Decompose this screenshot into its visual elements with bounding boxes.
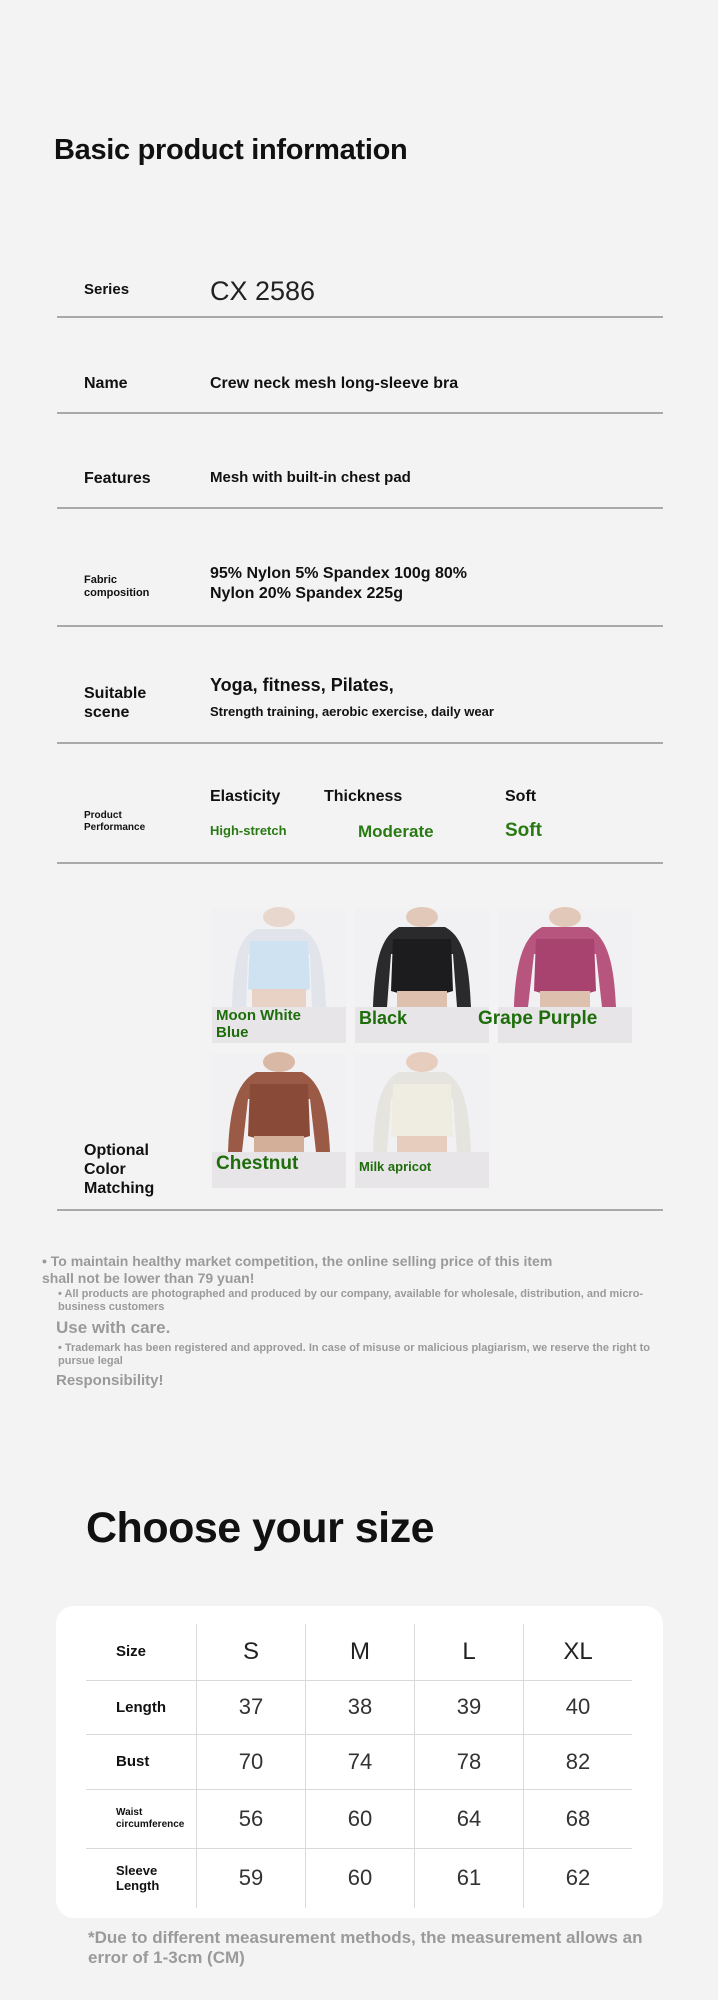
divider xyxy=(57,862,663,864)
scene-value-sub: Strength training, aerobic exercise, daily wear xyxy=(210,704,494,719)
color-label xyxy=(84,1141,154,1198)
color-label-line1: Optional xyxy=(84,1142,149,1159)
performance-label-line2: Performance xyxy=(84,822,146,833)
fabric-label xyxy=(84,574,149,600)
divider xyxy=(57,316,663,318)
size-header-l: L xyxy=(415,1624,524,1680)
row-label-waist-line1: Waist xyxy=(116,1806,143,1818)
color-name: Grape Purple xyxy=(478,1008,598,1029)
color-swatch-grape-purple[interactable] xyxy=(478,909,632,1043)
series-label: Series xyxy=(84,281,130,298)
cell: 62 xyxy=(565,1865,591,1891)
fabric-label-line2: composition xyxy=(84,587,150,599)
divider xyxy=(57,742,663,744)
section-title-size: Choose your size xyxy=(86,1504,435,1552)
row-label-waist xyxy=(86,1789,197,1848)
product-photo-milk-apricot xyxy=(355,1054,489,1152)
scene-label-line1: Suitable xyxy=(84,685,147,702)
table-row xyxy=(86,1734,632,1789)
cell: 40 xyxy=(524,1680,633,1734)
cell: 56 xyxy=(197,1789,306,1848)
table-row xyxy=(86,1789,632,1848)
note-price-line1: • To maintain healthy market competition, the online selling price of this item xyxy=(42,1253,553,1269)
performance-head-soft: Soft xyxy=(505,788,537,805)
note-trademark: • Trademark has been registered and approved. In case of misuse or malicious plagiarism, we reserve the right to pursue legal xyxy=(58,1342,650,1367)
cell: 82 xyxy=(524,1734,633,1789)
cell: 37 xyxy=(197,1680,306,1734)
features-value: Mesh with built-in chest pad xyxy=(210,469,411,486)
row-label-bust: Bust xyxy=(86,1734,197,1789)
performance-value-soft: Soft xyxy=(505,820,542,841)
size-chart-table xyxy=(86,1624,632,1908)
name-value: Crew neck mesh long-sleeve bra xyxy=(210,375,459,392)
row-label-waist-line2: circumference xyxy=(116,1818,185,1830)
cell: 70 xyxy=(197,1734,306,1789)
table-row xyxy=(86,1848,632,1908)
color-label-line3: Matching xyxy=(84,1180,155,1197)
product-photo-moon-white-blue xyxy=(212,909,346,1007)
section-title-basic-info: Basic product information xyxy=(54,134,408,166)
row-label-length: Length xyxy=(86,1680,197,1734)
note-use-with-care: Use with care. xyxy=(56,1318,171,1337)
color-name: Milk apricot xyxy=(359,1159,432,1174)
size-header-label: Size xyxy=(86,1624,197,1680)
cell: 60 xyxy=(306,1789,415,1848)
performance-head-elasticity: Elasticity xyxy=(210,788,281,805)
fabric-value-line2: Nylon 20% Spandex 225g xyxy=(210,585,403,602)
cell: 74 xyxy=(306,1734,415,1789)
name-label: Name xyxy=(84,375,128,392)
performance-head-thickness: Thickness xyxy=(324,788,403,805)
product-photo-black xyxy=(355,909,489,1007)
scene-value-main: Yoga, fitness, Pilates, xyxy=(210,675,394,695)
series-value: CX 2586 xyxy=(210,276,316,306)
product-photo-grape-purple xyxy=(498,909,632,1007)
size-chart-card xyxy=(56,1606,663,1918)
row-label-sleeve-line1: Sleeve xyxy=(116,1863,158,1879)
performance-label xyxy=(84,810,145,834)
cell: 61 xyxy=(415,1848,524,1908)
color-swatch-chestnut[interactable] xyxy=(212,1054,346,1188)
size-footnote: *Due to different measurement methods, the measurement allows an error of 1-3cm (CM) xyxy=(88,1928,643,1967)
cell: 68 xyxy=(524,1789,633,1848)
color-name: Black xyxy=(359,1008,408,1028)
note-wholesale: • All products are photographed and produced by our company, available for wholesale, distribution, and micro-business customers xyxy=(58,1288,644,1313)
note-price xyxy=(42,1253,682,1287)
performance-label-line1: Product xyxy=(84,810,122,821)
color-name: Moon White Blue xyxy=(216,1007,301,1041)
divider xyxy=(57,1209,663,1211)
fabric-value xyxy=(210,564,467,604)
table-row xyxy=(86,1680,632,1734)
performance-value-thickness: Moderate xyxy=(358,822,434,841)
fabric-value-line1: 95% Nylon 5% Spandex 100g 80% xyxy=(210,565,467,582)
cell: 78 xyxy=(415,1734,524,1789)
note-responsibility: Responsibility! xyxy=(56,1372,164,1389)
size-header-s: S xyxy=(197,1624,306,1680)
color-swatch-moon-white-blue[interactable] xyxy=(212,909,346,1043)
performance-value-elasticity: High-stretch xyxy=(210,823,287,838)
note-price-line2: shall not be lower than 79 yuan! xyxy=(42,1270,255,1286)
size-header-row xyxy=(86,1624,632,1680)
scene-label-line2: scene xyxy=(84,704,130,721)
fabric-label-line1: Fabric xyxy=(84,574,118,586)
divider xyxy=(57,412,663,414)
color-swatch-milk-apricot[interactable] xyxy=(355,1054,489,1188)
product-photo-chestnut xyxy=(212,1054,346,1152)
color-label-line2: Color xyxy=(84,1161,126,1178)
cell: 39 xyxy=(415,1680,524,1734)
cell: 60 xyxy=(306,1848,415,1908)
size-header-xl: XL xyxy=(524,1624,633,1680)
color-name: Chestnut xyxy=(216,1153,299,1174)
cell: 38 xyxy=(306,1680,415,1734)
scene-label xyxy=(84,684,146,722)
row-label-sleeve xyxy=(86,1848,197,1908)
row-label-sleeve-line2: Length xyxy=(116,1878,160,1894)
features-label: Features xyxy=(84,470,151,487)
cell: 59 xyxy=(197,1848,306,1908)
divider xyxy=(57,625,663,627)
cell: 64 xyxy=(415,1789,524,1848)
divider xyxy=(57,507,663,509)
color-swatch-black[interactable] xyxy=(355,909,489,1043)
size-header-m: M xyxy=(306,1624,415,1680)
